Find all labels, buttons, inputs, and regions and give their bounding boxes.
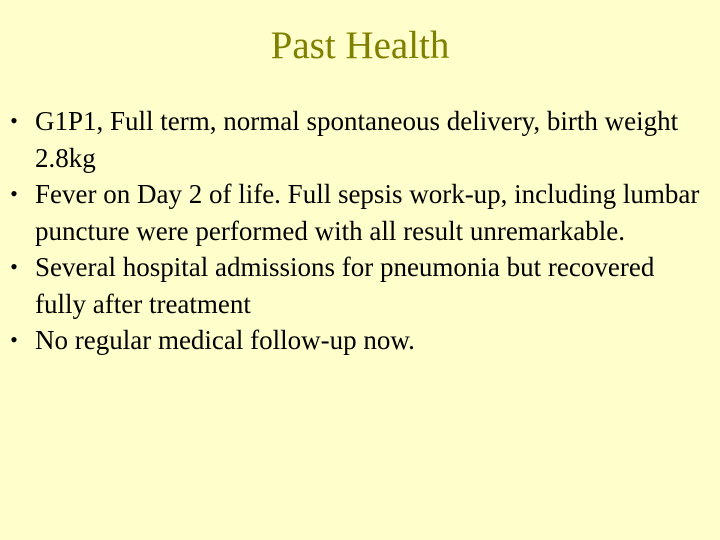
bullet-text: No regular medical follow-up now. xyxy=(35,325,415,355)
bullet-item xyxy=(0,322,720,359)
bullet-item xyxy=(0,103,720,176)
bullet-item xyxy=(0,176,720,249)
bullet-item xyxy=(0,249,720,322)
bullet-icon: • xyxy=(10,327,18,352)
bullet-text: Fever on Day 2 of life. Full sepsis work-up, including lumbar puncture were performed with all result unremarkable. xyxy=(35,179,700,246)
bullet-icon: • xyxy=(10,108,18,133)
bullet-text: G1P1, Full term, normal spontaneous delivery, birth weight 2.8kg xyxy=(35,106,679,173)
bullet-icon: • xyxy=(10,181,18,206)
slide-title: Past Health xyxy=(270,24,450,67)
bullet-icon: • xyxy=(10,254,18,279)
bullet-list xyxy=(0,103,720,359)
bullet-text: Several hospital admissions for pneumonia but recovered fully after treatment xyxy=(35,252,655,319)
